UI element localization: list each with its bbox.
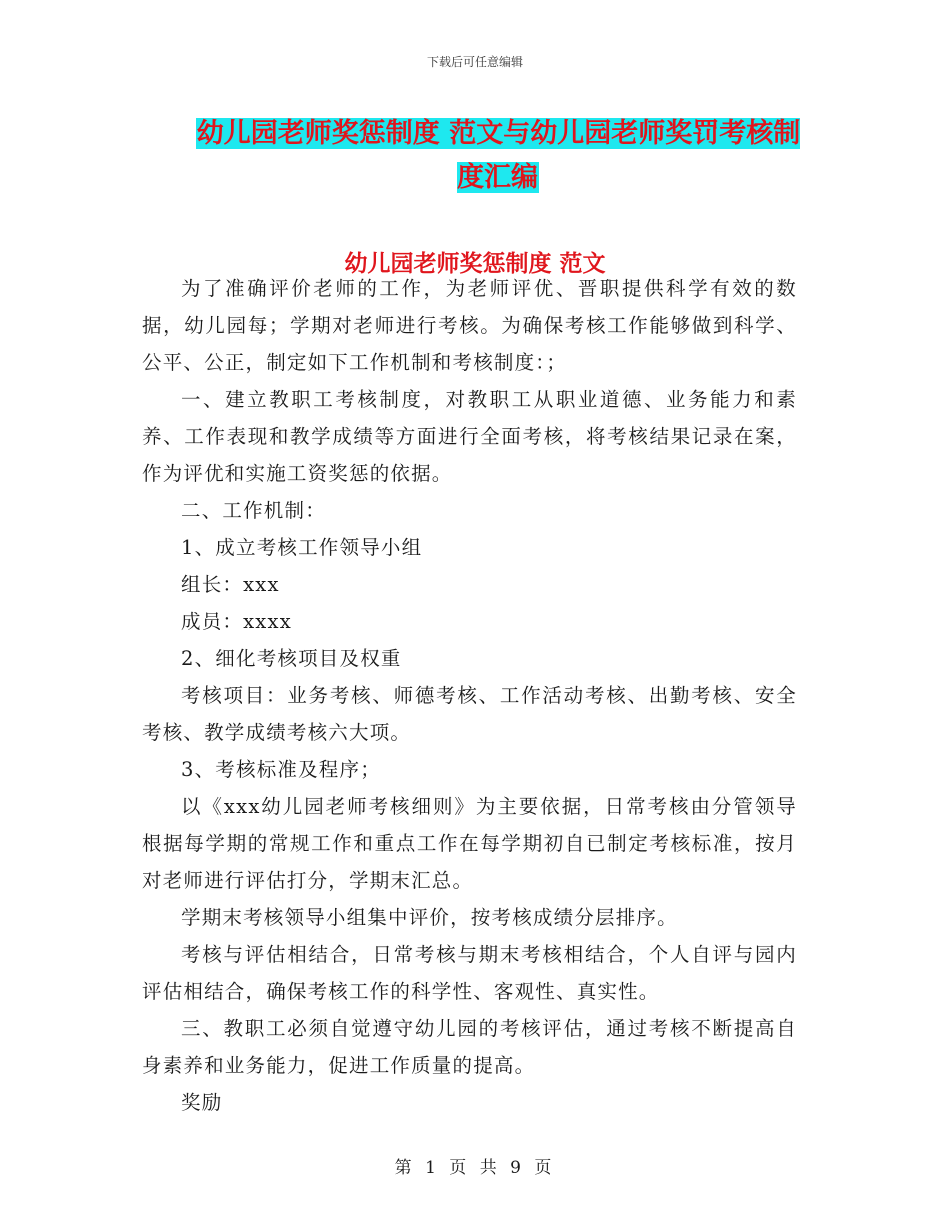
document-body bbox=[142, 270, 797, 1121]
paragraph: 二、工作机制： bbox=[181, 499, 326, 522]
paragraph: 考核项目：业务考核、师德考核、工作活动考核、出勤考核、安全考核、教学成绩考核六大项。 bbox=[142, 684, 797, 744]
page-header: 下载后可任意编辑 bbox=[426, 55, 523, 69]
paragraph: 一、建立教职工考核制度，对教职工从职业道德、业务能力和素养、工作表现和教学成绩等方面进行全面考核，将考核结果记录在案，作为评优和实施工资奖惩的依据。 bbox=[142, 388, 797, 485]
paragraph: 2、细化考核项目及权重 bbox=[181, 647, 402, 670]
paragraph: 为了准确评价老师的工作，为老师评优、晋职提供科学有效的数据，幼儿园每；学期对老师进行考核。为确保考核工作能够做到科学、公平、公正，制定如下工作机制和考核制度：； bbox=[142, 277, 797, 374]
paragraph: 学期末考核领导小组集中评价，按考核成绩分层排序。 bbox=[181, 906, 678, 929]
paragraph: 奖励 bbox=[181, 1091, 223, 1114]
document-title bbox=[187, 112, 809, 200]
page-footer: 第 1 页 共 9 页 bbox=[394, 1158, 556, 1178]
paragraph: 三、教职工必须自觉遵守幼儿园的考核评估，通过考核不断提高自身素养和业务能力，促进工作质量的提高。 bbox=[142, 1017, 797, 1077]
paragraph: 以《xxx幼儿园老师考核细则》为主要依据，日常考核由分管领导根据每学期的常规工作和重点工作在每学期初自已制定考核标准，按月对老师进行评估打分，学期末汇总。 bbox=[142, 795, 797, 892]
section-title: 幼儿园老师奖惩制度 范文 bbox=[344, 251, 606, 277]
paragraph: 考核与评估相结合，日常考核与期末考核相结合，个人自评与园内评估相结合，确保考核工作的科学性、客观性、真实性。 bbox=[142, 943, 797, 1003]
document-title-text: 幼儿园老师奖惩制度 范文与幼儿园老师奖罚考核制度汇编 bbox=[196, 118, 801, 193]
paragraph: 1、成立考核工作领导小组 bbox=[181, 536, 423, 559]
paragraph: 成员：xxxx bbox=[181, 610, 292, 633]
paragraph: 组长：xxx bbox=[181, 573, 280, 596]
paragraph: 3、考核标准及程序； bbox=[181, 758, 381, 781]
